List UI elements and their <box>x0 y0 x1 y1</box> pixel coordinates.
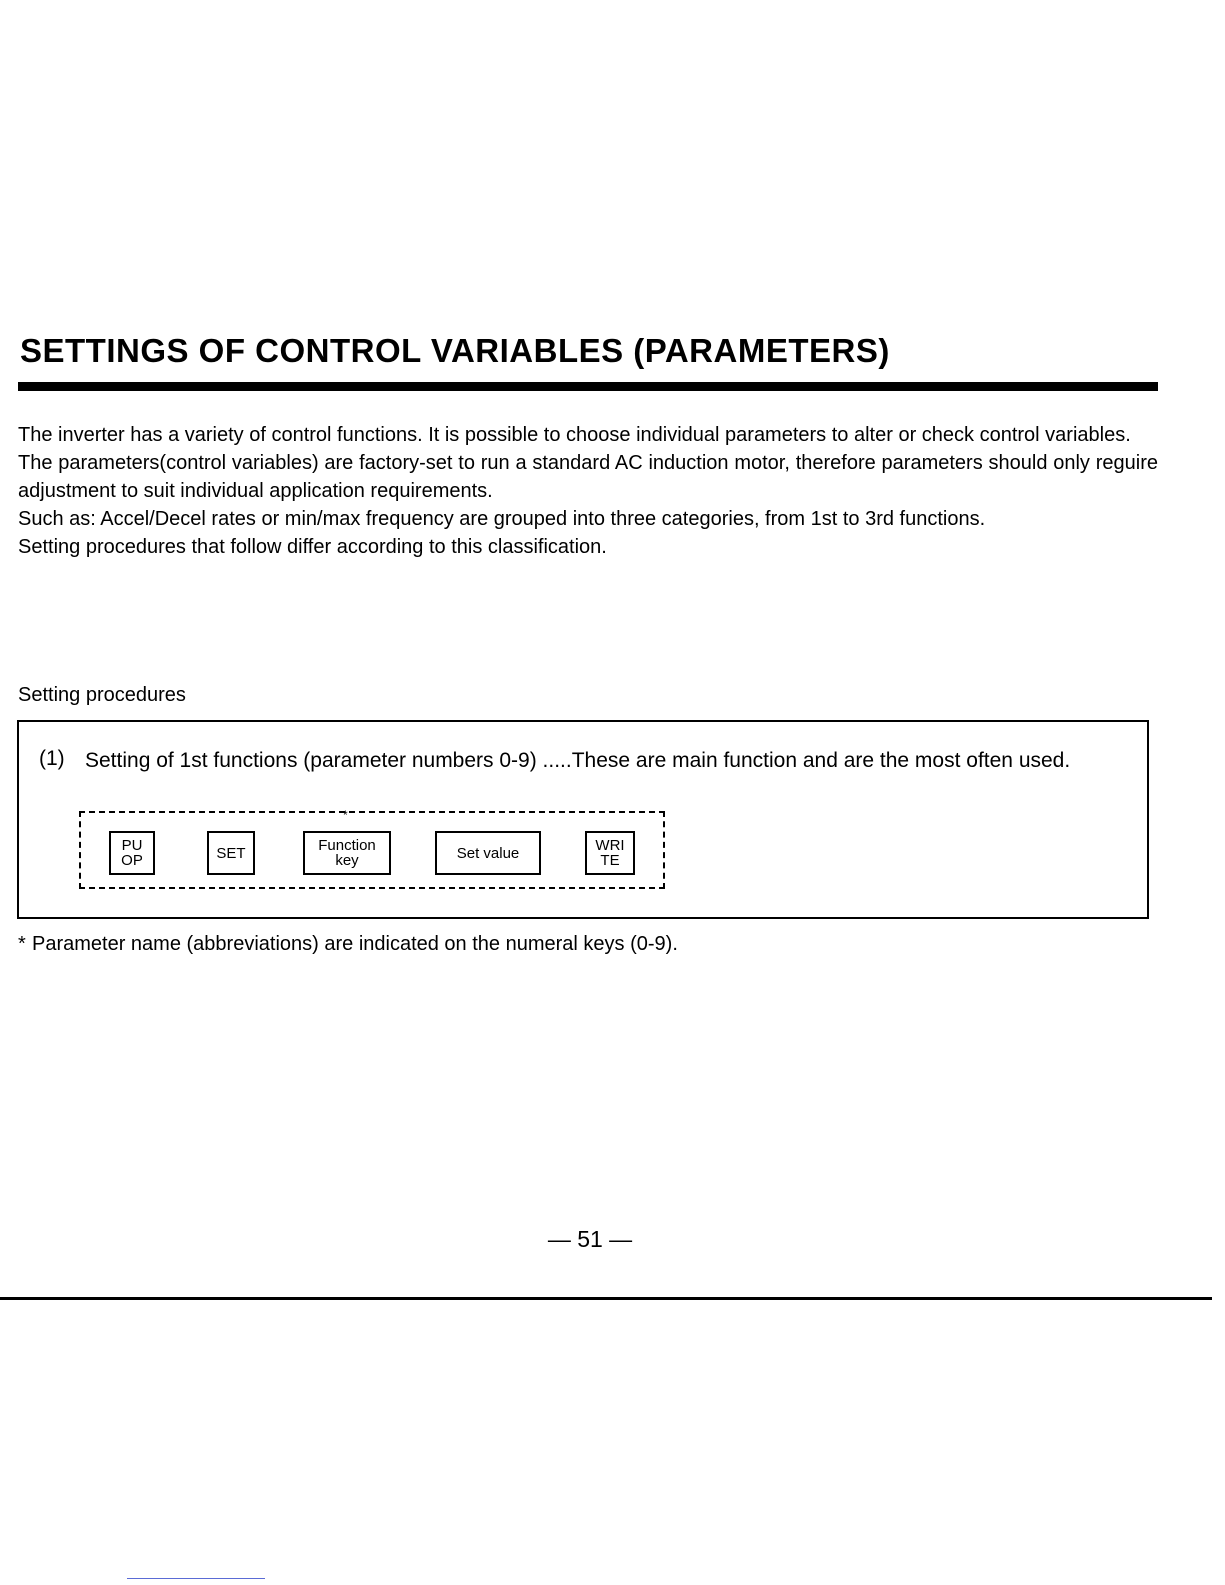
function-key-marker: * <box>343 808 348 822</box>
intro-paragraph: The parameters(control variables) are factory-set to run a standard AC induction motor, therefore parameters should only reguire adjustment to suit individual application requirements. <box>18 452 1158 502</box>
key-label: key <box>335 852 359 869</box>
intro-paragraph: Such as: Accel/Decel rates or min/max frequency are grouped into three categories, from 1st to 3rd functions. <box>18 508 986 530</box>
scan-artifact-line <box>127 1578 265 1579</box>
key-label: Set value <box>456 844 520 862</box>
pu-op-key <box>109 831 155 875</box>
title-rule <box>18 382 1158 391</box>
set-value-key <box>435 831 541 875</box>
key-label: Function <box>318 837 376 854</box>
intro-text <box>18 421 1158 561</box>
set-key <box>207 831 255 875</box>
section-label: Setting procedures <box>18 684 186 706</box>
footnote-text: Parameter name (abbreviations) are indicated on the numeral keys (0-9). <box>32 933 678 955</box>
function-key <box>303 831 391 875</box>
intro-paragraph: The inverter has a variety of control functions. It is possible to choose individual parameters to alter or check control variables. <box>18 424 1131 446</box>
page-number: — 51 — <box>547 1226 633 1252</box>
step-description: Setting of 1st functions (parameter numbers 0-9) .....These are main function and are the most often used. <box>85 749 1071 772</box>
key-label: TE <box>600 852 620 869</box>
key-label: WRI <box>595 837 625 854</box>
footnote <box>18 933 678 956</box>
intro-paragraph: Setting procedures that follow differ according to this classification. <box>18 536 607 558</box>
footnote-bullet: * <box>18 933 26 955</box>
page-title: SETTINGS OF CONTROL VARIABLES (PARAMETERS) <box>20 332 890 369</box>
procedure-box <box>17 720 1149 919</box>
step-number: (1) <box>39 747 65 770</box>
key-label: PU <box>121 837 143 854</box>
key-label: SET <box>216 844 246 862</box>
bottom-rule <box>0 1297 1212 1300</box>
write-key <box>585 831 635 875</box>
key-sequence <box>79 808 665 889</box>
key-label: OP <box>121 852 143 869</box>
